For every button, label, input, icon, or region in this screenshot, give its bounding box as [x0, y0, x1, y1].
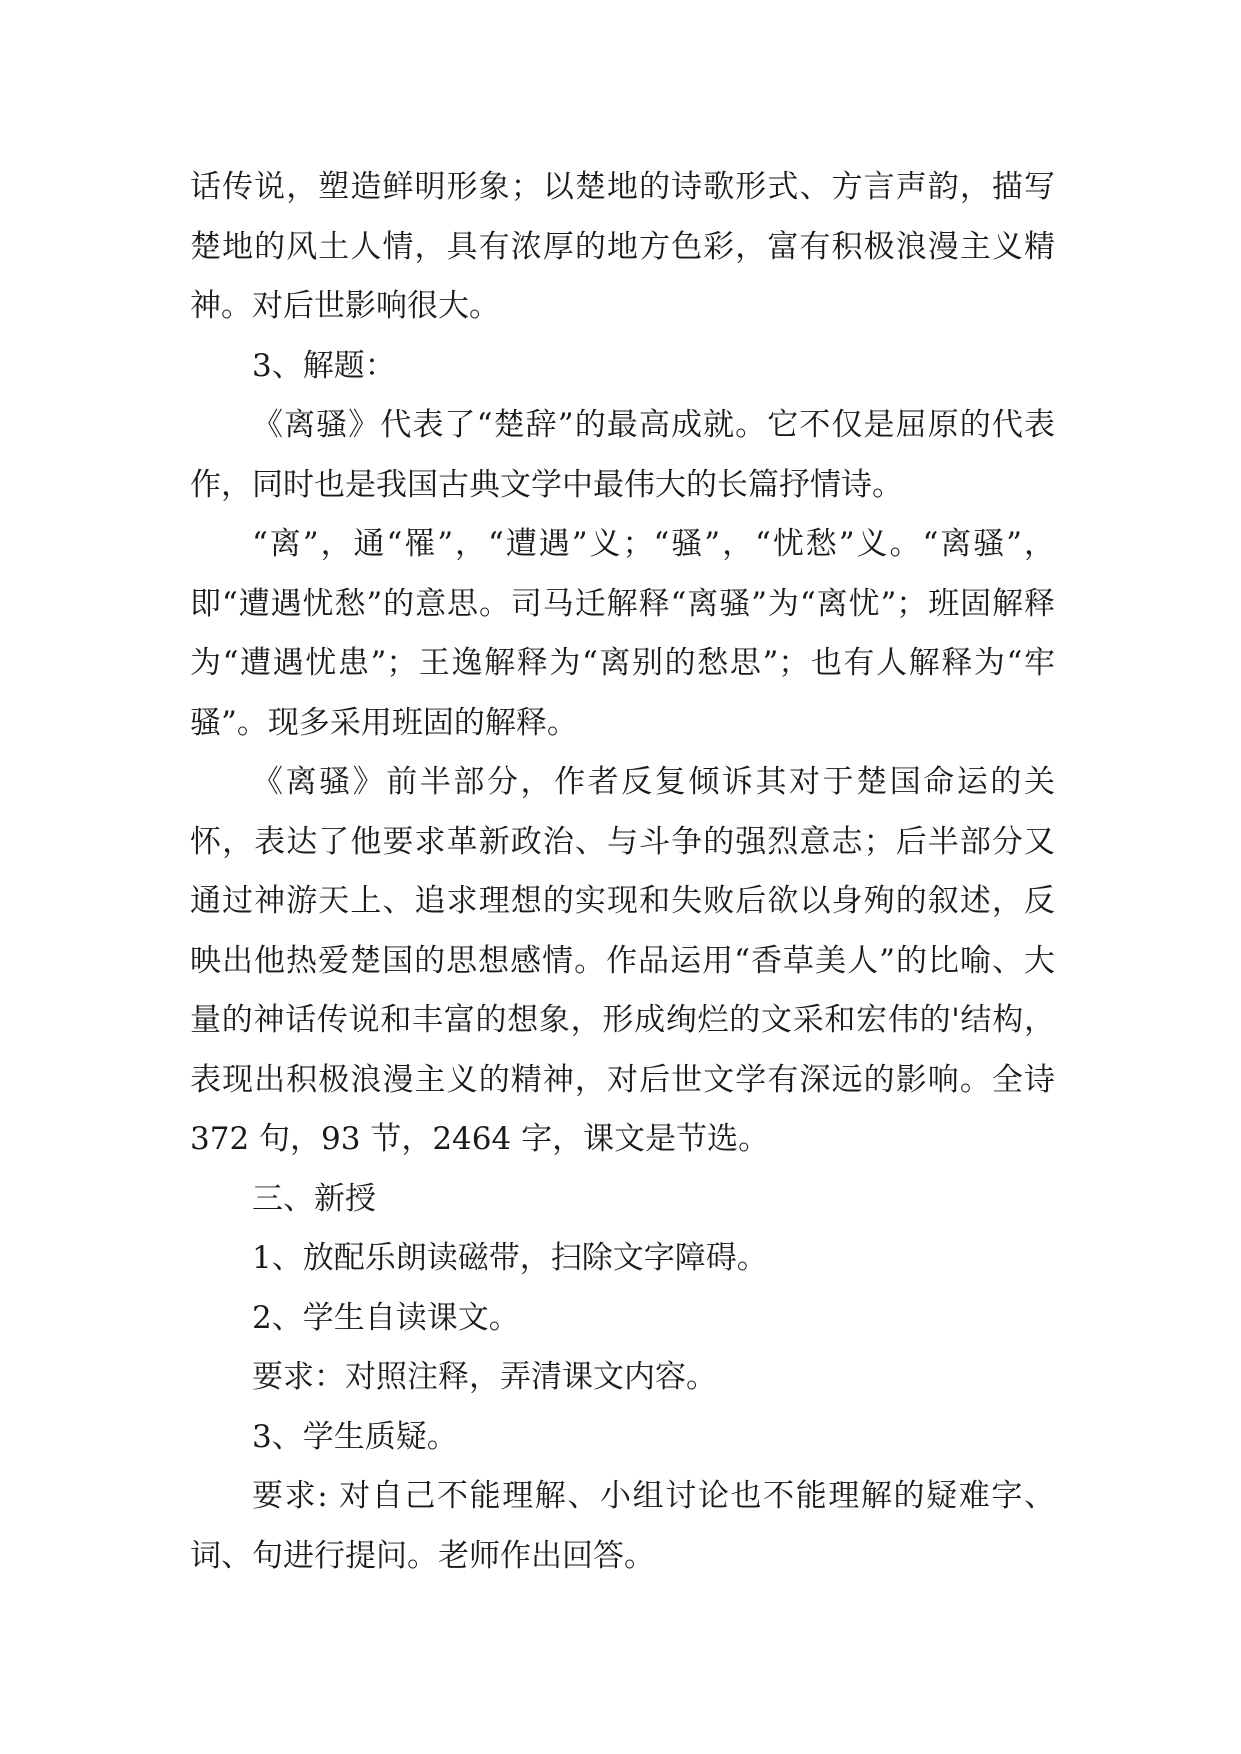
heading-xinshou: 三、新授 [252, 1180, 376, 1217]
heading-jieti: 3、解题： [252, 347, 396, 384]
requirement-1: 要求：对照注释，弄清课文内容。 [252, 1359, 717, 1395]
requirement-2: 要求: 对自己不能理解、小组讨论也不能理解的疑难字、词、句进行提问。老师作出回答。 [190, 1478, 1055, 1574]
document-body [190, 158, 1055, 1586]
paragraph-lisao-achievement: 《离骚》代表了“楚辞”的最高成就。它不仅是屈原的代表作，同时也是我国古典文学中最伟大的长篇抒情诗。 [190, 407, 1055, 503]
step-2: 2、学生自读课文。 [252, 1299, 520, 1336]
step-3: 3、学生质疑。 [252, 1418, 458, 1455]
paragraph-continued-intro: 话传说，塑造鲜明形象；以楚地的诗歌形式、方言声韵，描写楚地的风土人情，具有浓厚的地方色彩，富有积极浪漫主义精神。对后世影响很大。 [190, 169, 1055, 324]
paragraph-title-meaning: “离”，通“罹”，“遭遇”义；“骚”，“忧愁”义。“离骚”，即“遭遇忧愁”的意思。司马迁解释“离骚”为“离忧”；班固解释为“遭遇忧患”；王逸解释为“离别的愁思”；也有人解释为“牢骚”。现多采用班固的解释。 [190, 526, 1055, 741]
paragraph-lisao-content: 《离骚》前半部分，作者反复倾诉其对于楚国命运的关怀，表达了他要求革新政治、与斗争的强烈意志；后半部分又通过神游天上、追求理想的实现和失败后欲以身殉的叙述，反映出他热爱楚国的思想感情。作品运用“香草美人”的比喻、大量的神话传说和丰富的想象，形成绚烂的文采和宏伟的'结构，表现出积极浪漫主义的精神，对后世文学有深远的影响。全诗 372 句，93 节，2464 字，课文是节选。 [190, 764, 1055, 1157]
step-1: 1、放配乐朗读磁带，扫除文字障碍。 [252, 1240, 768, 1276]
